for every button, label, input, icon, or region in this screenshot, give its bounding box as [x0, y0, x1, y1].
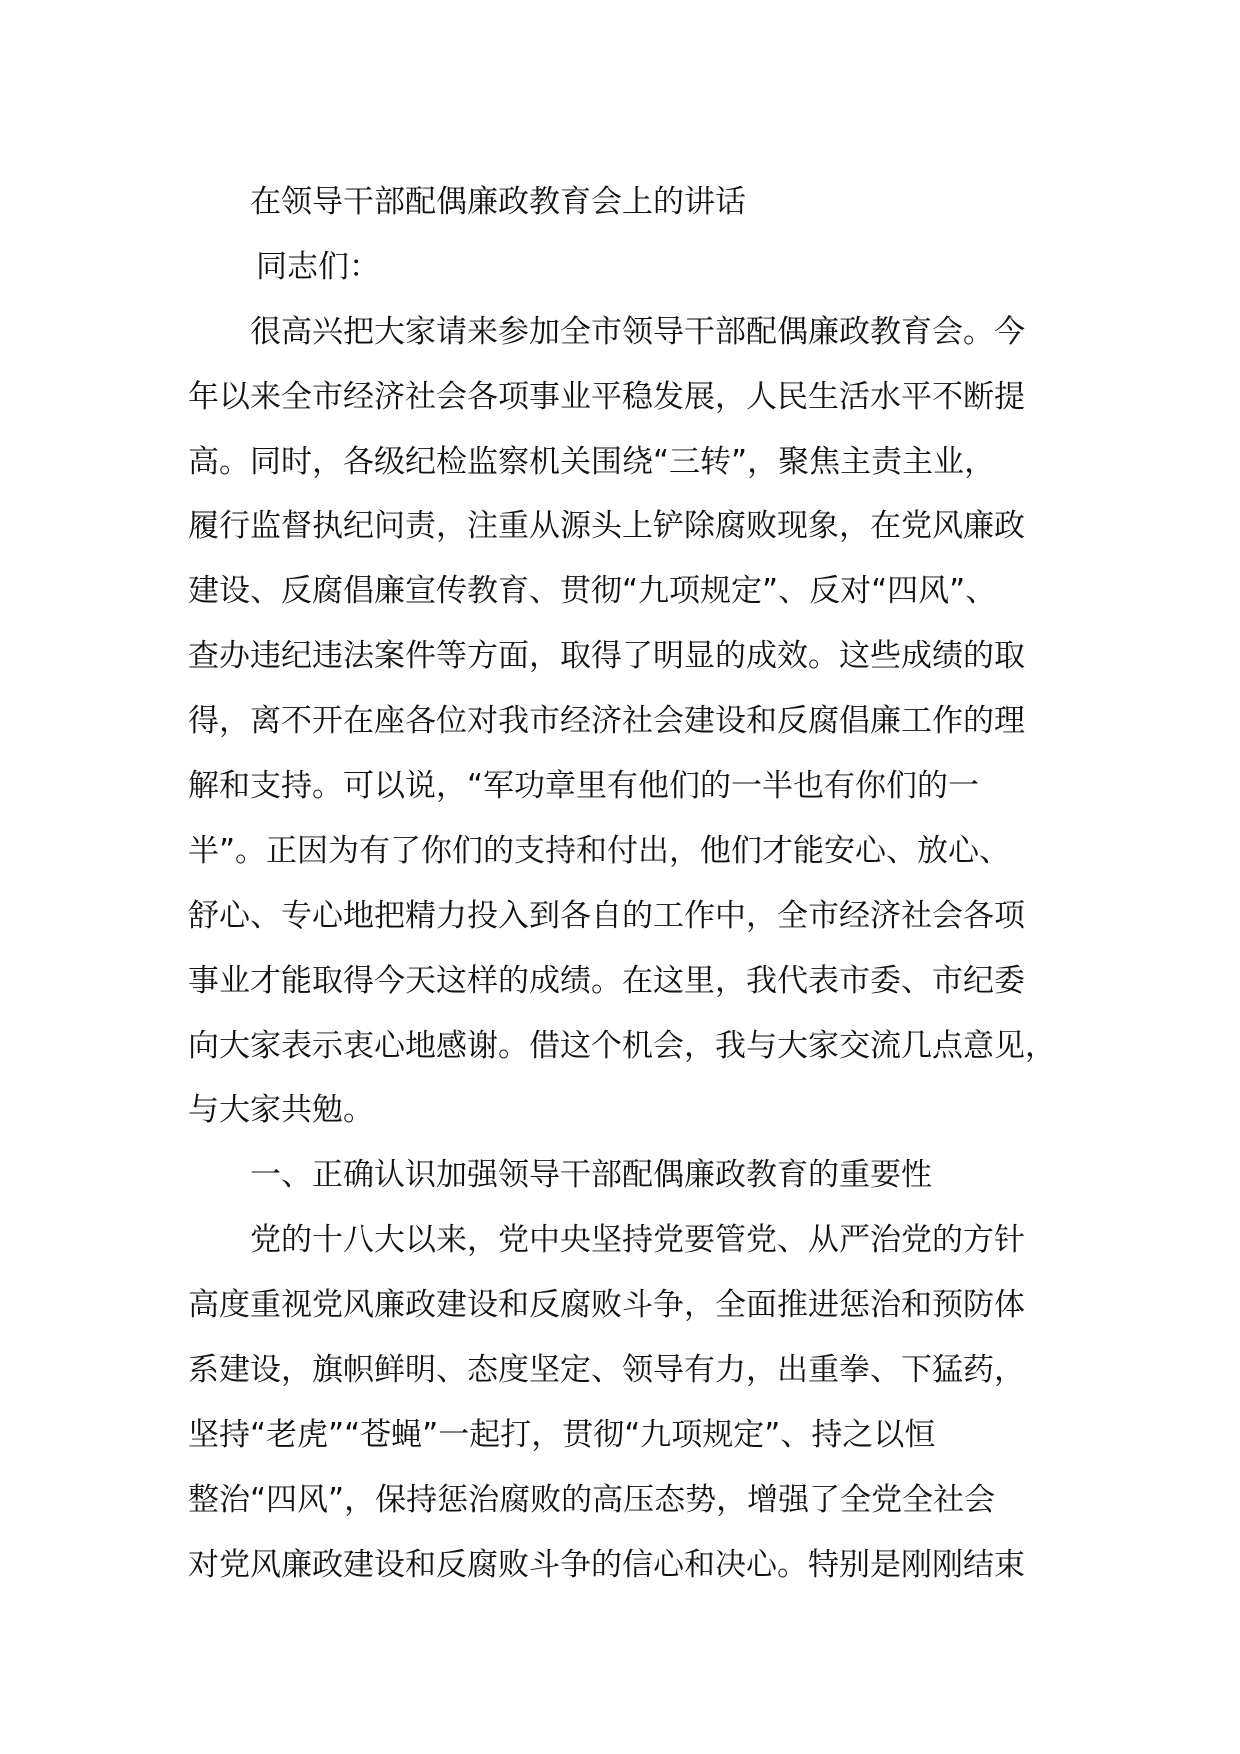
paragraph-line: 事业才能取得今天这样的成绩。在这里，我代表市委、市纪委: [188, 962, 1025, 999]
paragraph-line: 党的十八大以来，党中央坚持党要管党、从严治党的方针: [250, 1222, 1025, 1259]
paragraph-line: 向大家表示衷心地感谢。借这个机会，我与大家交流几点意见，: [188, 1027, 1056, 1064]
paragraph-line: 整治“四风”，保持惩治腐败的高压态势，增强了全党全社会: [188, 1481, 996, 1518]
paragraph-line: 查办违纪违法案件等方面，取得了明显的成效。这些成绩的取: [188, 638, 1025, 675]
paragraph-2: [188, 1208, 1088, 1597]
paragraph-line: 很高兴把大家请来参加全市领导干部配偶廉政教育会。今: [250, 313, 1025, 350]
paragraph-line: 对党风廉政建设和反腐败斗争的信心和决心。特别是刚刚结束: [188, 1546, 1025, 1583]
paragraph-line: 高。同时，各级纪检监察机关围绕“三转”，聚焦主责主业，: [188, 443, 996, 480]
paragraph-line: 履行监督执纪问责，注重从源头上铲除腐败现象，在党风廉政: [188, 508, 1025, 545]
paragraph-1: [188, 300, 1088, 1144]
document-title: 在领导干部配偶廉政教育会上的讲话: [250, 184, 746, 220]
salutation: 同志们：: [256, 248, 380, 285]
paragraph-line: 高度重视党风廉政建设和反腐败斗争，全面推进惩治和预防体: [188, 1287, 1025, 1324]
paragraph-line: 半”。正因为有了你们的支持和付出，他们才能安心、放心、: [188, 832, 1011, 869]
paragraph-line: 舒心、专心地把精力投入到各自的工作中，全市经济社会各项: [188, 897, 1025, 934]
paragraph-line: 得，离不开在座各位对我市经济社会建设和反腐倡廉工作的理: [188, 703, 1025, 740]
paragraph-line: 坚持“老虎”“苍蝇”一起打，贯彻“九项规定”、持之以恒: [188, 1416, 936, 1453]
paragraph-line: 与大家共勉。: [188, 1092, 374, 1129]
paragraph-line: 建设、反腐倡廉宣传教育、贯彻“九项规定”、反对“四风”、: [188, 573, 997, 610]
paragraph-line: 系建设，旗帜鲜明、态度坚定、领导有力，出重拳、下猛药，: [188, 1352, 1025, 1389]
paragraph-line: 解和支持。可以说，“军功章里有他们的一半也有你们的一: [188, 768, 980, 805]
section-heading: 一、正确认识加强领导干部配偶廉政教育的重要性: [250, 1157, 932, 1194]
paragraph-line: 年以来全市经济社会各项事业平稳发展，人民生活水平不断提: [188, 378, 1025, 415]
document-body: [188, 170, 1088, 1598]
